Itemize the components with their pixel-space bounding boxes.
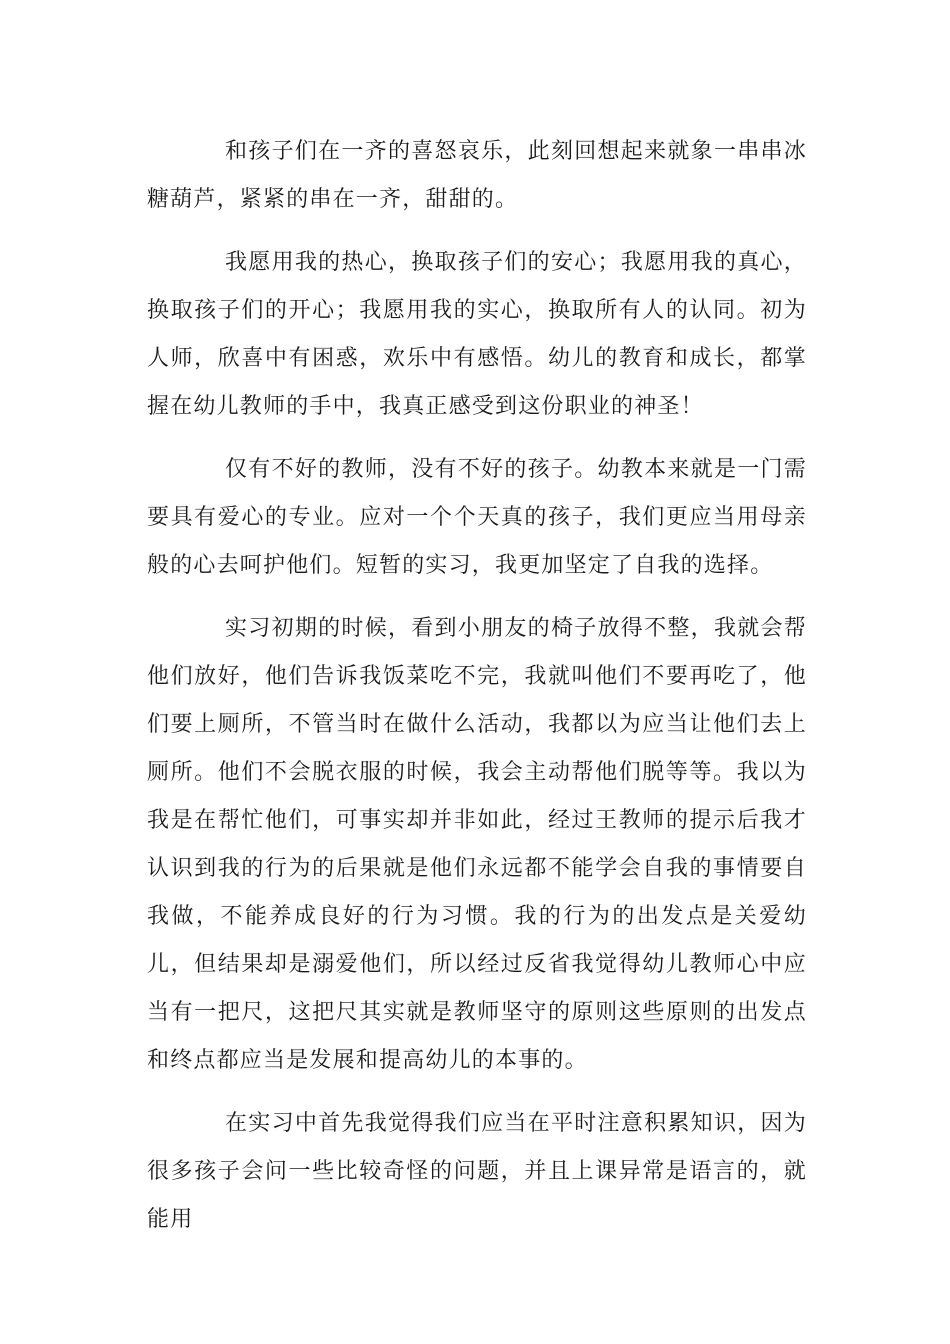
paragraph-2: 我愿用我的热心，换取孩子们的安心；我愿用我的真心，换取孩子们的开心；我愿用我的实心，换取所有人的认同。初为人师，欣喜中有困惑，欢乐中有感悟。幼儿的教育和成长，都掌握在幼儿教师的手中，我真正感受到这份职业的神圣！ <box>147 250 807 419</box>
paragraph-5: 在实习中首先我觉得我们应当在平时注意积累知识，因为很多孩子会问一些比较奇怪的问题，并且上课异常是语言的，就能用 <box>147 1111 807 1232</box>
paragraph-3: 仅有不好的教师，没有不好的孩子。幼教本来就是一门需要具有爱心的专业。应对一个个天真的孩子，我们更应当用母亲般的心去呵护他们。短暂的实习，我更加坚定了自我的选择。 <box>147 457 807 578</box>
paragraph-4: 实习初期的时候，看到小朋友的椅子放得不整，我就会帮他们放好，他们告诉我饭菜吃不完，我就叫他们不要再吃了，他们要上厕所，不管当时在做什么活动，我都以为应当让他们去上厕所。他们不会脱衣服的时候，我会主动帮他们脱等等。我以为我是在帮忙他们，可事实却并非如此，经过王教师的提示后我才认识到我的行为的后果就是他们永远都不能学会自我的事情要自我做，不能养成良好的行为习惯。我的行为的出发点是关爱幼儿，但结果却是溺爱他们，所以经过反省我觉得幼儿教师心中应当有一把尺，这把尺其实就是教师坚守的原则这些原则的出发点和终点都应当是发展和提高幼儿的本事的。 <box>147 616 807 1073</box>
paragraph-1: 和孩子们在一齐的喜怒哀乐，此刻回想起来就象一串串冰糖葫芦，紧紧的串在一齐，甜甜的。 <box>147 139 807 212</box>
document-body <box>147 128 807 1259</box>
